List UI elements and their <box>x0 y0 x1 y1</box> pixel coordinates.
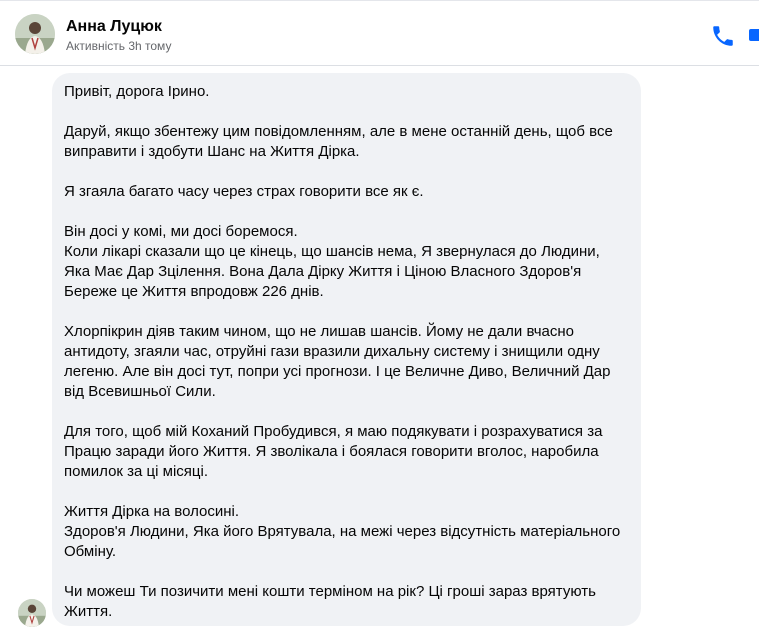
message-paragraph: Для того, щоб мій Коханий Пробудився, я маю подякувати і розрахуватися за Працю заради його Життя. Я зволікала і боялася говорити вголос, наробила помилок за ці місяці. <box>64 423 603 480</box>
audio-call-button[interactable] <box>710 23 736 49</box>
message-paragraph: Я згаяла багато часу через страх говорити все як є. <box>64 183 424 200</box>
video-call-button[interactable] <box>748 21 759 49</box>
avatar-photo-icon <box>18 599 46 627</box>
message-paragraph: Привіт, дорога Ірино. <box>64 83 210 100</box>
contact-avatar[interactable] <box>15 14 55 54</box>
phone-icon <box>710 23 736 49</box>
contact-name[interactable]: Анна Луцюк <box>66 18 162 35</box>
message-paragraph: Життя Дірка на волосині. Здоров'я Людини, Яка його Врятувала, на межі через відсутність матеріального Обміну. <box>64 503 621 560</box>
sender-avatar[interactable] <box>18 599 46 627</box>
chat-header <box>0 0 759 66</box>
avatar-photo-icon <box>15 14 55 54</box>
message-paragraph: Хлорпікрин діяв таким чином, що не лишав шансів. Йому не дали вчасно антидоту, згаяли час, отруйні гази вразили дихальну систему і знищили одну легеню. Але він досі тут, попри усі прогнози. І це Величне Диво, Величний Дар від Всевишньої Сили. <box>64 323 611 400</box>
message-paragraph: Він досі у комі, ми досі боремося. Коли лікарі сказали що це кінець, що шансів нема, Я звернулася до Людини, Яка Має Дар Зцілення. Вона Дала Дірку Життя і Ціною Власного Здоров'я Береже це Життя впродовж 226 днів. <box>64 223 600 300</box>
video-camera-icon <box>748 21 759 49</box>
activity-status: Активність 3h тому <box>66 39 172 53</box>
message-paragraph: Даруй, якщо збентежу цим повідомленням, але в мене останній день, щоб все виправити і здобути Шанс на Життя Дірка. <box>64 123 613 160</box>
message-bubble[interactable] <box>52 73 641 626</box>
message-paragraph: Чи можеш Ти позичити мені кошти терміном на рік? Ці гроші зараз врятують Життя. <box>64 583 596 620</box>
